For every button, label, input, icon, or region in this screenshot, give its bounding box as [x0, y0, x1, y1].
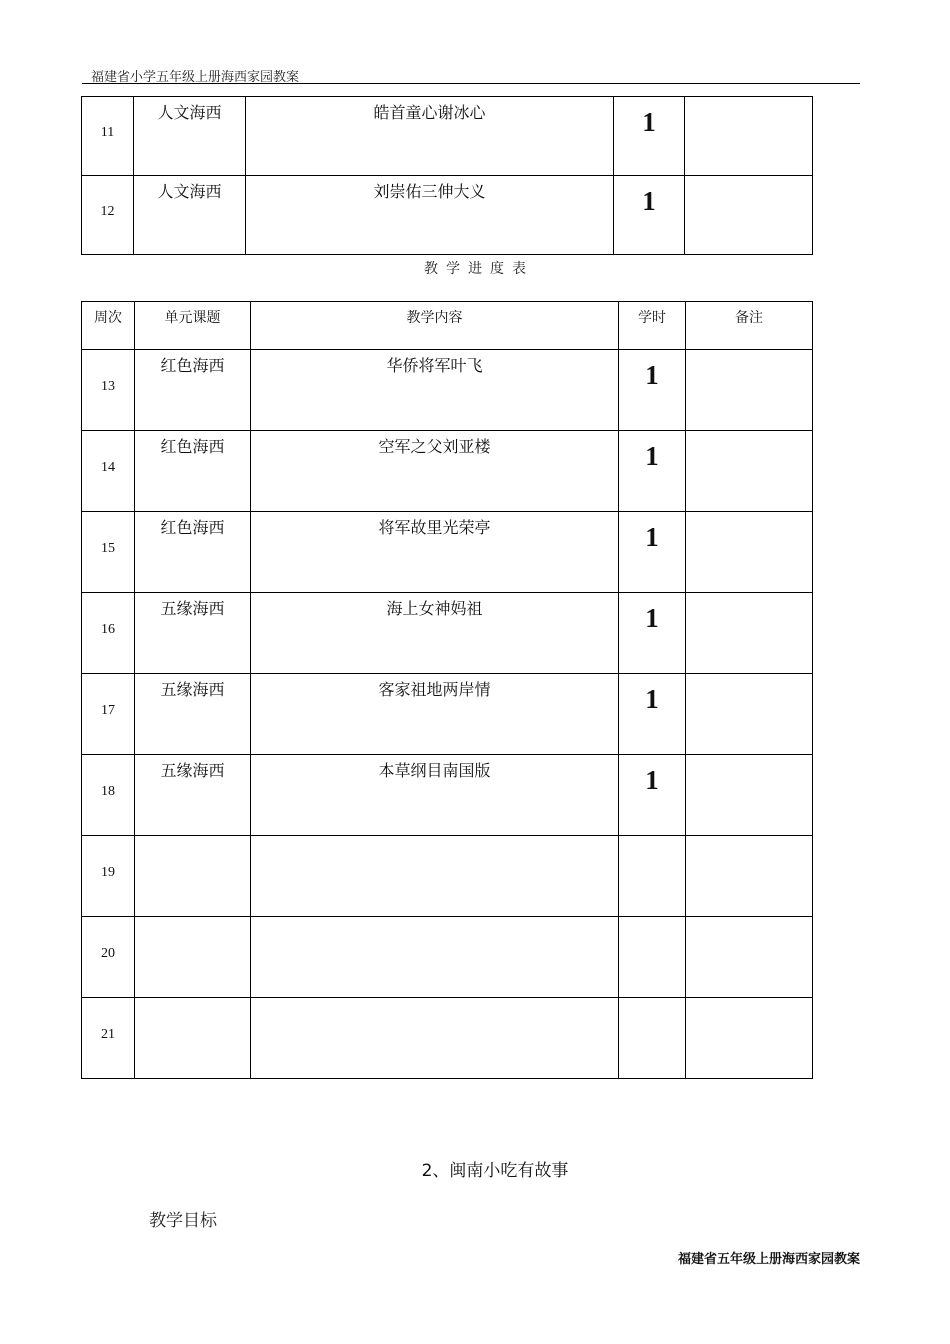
week-cell: 17 — [82, 674, 135, 755]
unit-cell — [135, 998, 251, 1079]
column-header-unit: 单元课题 — [135, 302, 251, 350]
unit-cell: 人文海西 — [134, 97, 246, 176]
unit-cell: 五缘海西 — [135, 674, 251, 755]
week-cell: 13 — [82, 350, 135, 431]
table-row — [82, 97, 813, 176]
content-cell: 空军之父刘亚楼 — [251, 431, 619, 512]
header-divider — [82, 83, 860, 84]
page-header-title: 福建省小学五年级上册海西家园教案 — [91, 70, 300, 85]
notes-cell — [686, 593, 813, 674]
table-row — [82, 674, 813, 755]
table-row — [82, 512, 813, 593]
notes-cell — [686, 836, 813, 917]
page-footer-title: 福建省五年级上册海西家园教案 — [677, 1252, 860, 1267]
notes-cell — [686, 350, 813, 431]
week-cell: 15 — [82, 512, 135, 593]
hours-cell — [619, 836, 686, 917]
content-cell: 客家祖地两岸情 — [251, 674, 619, 755]
content-cell: 刘崇佑三伸大义 — [246, 176, 614, 255]
content-cell: 皓首童心谢冰心 — [246, 97, 614, 176]
lesson-title: 2、闽南小吃有故事 — [421, 1161, 569, 1181]
table-row — [82, 755, 813, 836]
previous-schedule-table — [81, 96, 813, 255]
unit-cell: 红色海西 — [135, 431, 251, 512]
notes-cell — [686, 674, 813, 755]
content-cell: 华侨将军叶飞 — [251, 350, 619, 431]
hours-cell: 1 — [619, 512, 686, 593]
unit-cell — [135, 917, 251, 998]
notes-cell — [686, 998, 813, 1079]
column-header-content: 教学内容 — [251, 302, 619, 350]
content-cell — [251, 836, 619, 917]
table-row — [82, 176, 813, 255]
hours-cell — [619, 917, 686, 998]
hours-cell: 1 — [614, 97, 685, 176]
unit-cell: 人文海西 — [134, 176, 246, 255]
unit-cell — [135, 836, 251, 917]
unit-cell: 红色海西 — [135, 512, 251, 593]
table-row — [82, 917, 813, 998]
unit-cell: 五缘海西 — [135, 593, 251, 674]
notes-cell — [685, 176, 813, 255]
notes-cell — [686, 917, 813, 998]
week-cell: 11 — [82, 97, 134, 176]
hours-cell: 1 — [619, 755, 686, 836]
table-row — [82, 350, 813, 431]
notes-cell — [686, 755, 813, 836]
hours-cell: 1 — [619, 593, 686, 674]
column-header-week: 周次 — [82, 302, 135, 350]
table-row — [82, 593, 813, 674]
content-cell: 本草纲目南国版 — [251, 755, 619, 836]
hours-cell: 1 — [619, 350, 686, 431]
table-header-row — [82, 302, 813, 350]
column-header-notes: 备注 — [686, 302, 813, 350]
hours-cell — [619, 998, 686, 1079]
unit-cell: 五缘海西 — [135, 755, 251, 836]
hours-cell: 1 — [619, 674, 686, 755]
week-cell: 12 — [82, 176, 134, 255]
content-cell — [251, 917, 619, 998]
week-cell: 16 — [82, 593, 135, 674]
week-cell: 18 — [82, 755, 135, 836]
schedule-table — [81, 301, 813, 1079]
teaching-goal-heading: 教学目标 — [149, 1211, 217, 1231]
table-row — [82, 836, 813, 917]
week-cell: 20 — [82, 917, 135, 998]
unit-cell: 红色海西 — [135, 350, 251, 431]
content-cell — [251, 998, 619, 1079]
column-header-hours: 学时 — [619, 302, 686, 350]
week-cell: 14 — [82, 431, 135, 512]
week-cell: 21 — [82, 998, 135, 1079]
hours-cell: 1 — [614, 176, 685, 255]
notes-cell — [686, 512, 813, 593]
content-cell: 海上女神妈祖 — [251, 593, 619, 674]
schedule-caption: 教学进度表 — [424, 261, 534, 277]
content-cell: 将军故里光荣亭 — [251, 512, 619, 593]
notes-cell — [685, 97, 813, 176]
table-row — [82, 431, 813, 512]
hours-cell: 1 — [619, 431, 686, 512]
week-cell: 19 — [82, 836, 135, 917]
notes-cell — [686, 431, 813, 512]
table-row — [82, 998, 813, 1079]
